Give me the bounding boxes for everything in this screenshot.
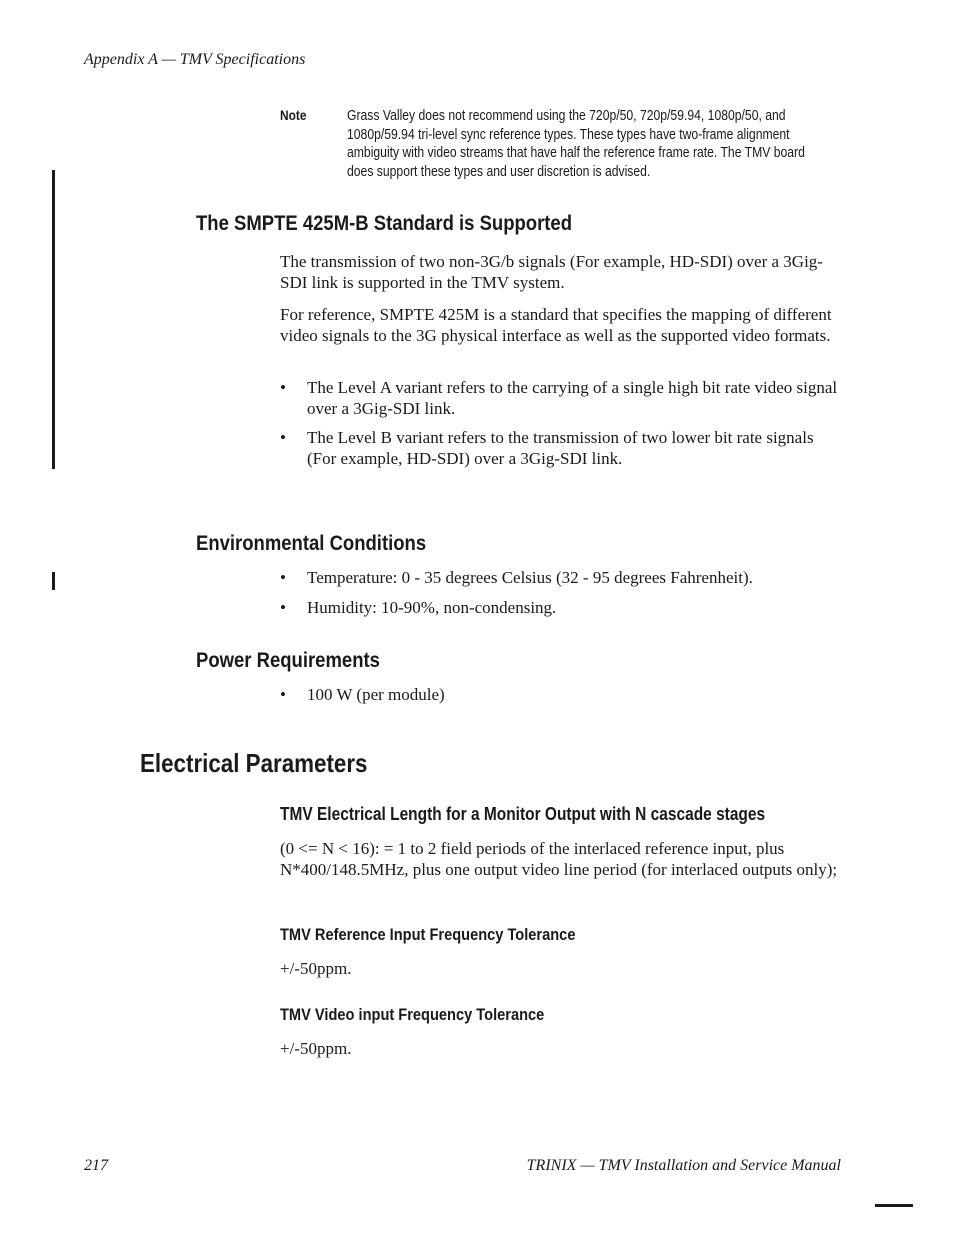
- bullet-glyph: •: [280, 378, 286, 397]
- bullet-glyph: •: [280, 428, 286, 447]
- section-heading-environment: Environmental Conditions: [196, 531, 427, 555]
- list-item-text: Humidity: 10-90%, non-condensing.: [307, 598, 557, 617]
- list-item: [280, 568, 845, 589]
- manual-title: TRINIX — TMV Installation and Service Manual: [526, 1157, 841, 1174]
- list-item-text: 100 W (per module): [307, 685, 445, 704]
- video-tolerance-text: +/-50ppm.: [280, 1039, 352, 1058]
- list-item-text: The Level B variant refers to the transmission of two lower bit rate signals (For example, HD-SDI) over a 3Gig-SDI link.: [307, 428, 814, 468]
- section-heading-smpte: The SMPTE 425M-B Standard is Supported: [196, 211, 573, 235]
- bullet-glyph: •: [280, 685, 286, 704]
- electrical-length-text: (0 <= N < 16): = 1 to 2 field periods of the interlaced reference input, plus N*400/148.5MHz, plus one output video line period (for interlaced outputs only);: [280, 839, 838, 879]
- subheading-electrical-length: TMV Electrical Length for a Monitor Output with N cascade stages: [280, 804, 766, 824]
- running-header: Appendix A — TMV Specifications: [84, 51, 306, 68]
- list-item: [280, 685, 845, 706]
- reference-tolerance-text: +/-50ppm.: [280, 959, 352, 978]
- note-text: Grass Valley does not recommend using the 720p/50, 720p/59.94, 1080p/50, and 1080p/59.94 tri-level sync reference types. These types have two-frame alignment ambiguity with video streams that have half the reference frame rate. The TMV board does support these types and user discretion is advised.: [347, 108, 805, 180]
- chapter-section-heading: Electrical Parameters: [140, 748, 368, 778]
- note-label: Note: [280, 107, 307, 123]
- change-bar: [52, 572, 55, 590]
- list-item-text: The Level A variant refers to the carrying of a single high bit rate video signal over a 3Gig-SDI link.: [307, 378, 838, 418]
- smpte-paragraph-1: The transmission of two non-3G/b signals (For example, HD-SDI) over a 3Gig-SDI link is supported in the TMV system.: [280, 252, 823, 292]
- edge-tab-marker: [875, 1204, 913, 1207]
- section-heading-power: Power Requirements: [196, 648, 380, 672]
- bullet-glyph: •: [280, 598, 286, 617]
- subheading-video-tolerance: TMV Video input Frequency Tolerance: [280, 1005, 545, 1024]
- list-item: [280, 598, 845, 619]
- change-bar: [52, 170, 55, 469]
- subheading-reference-tolerance: TMV Reference Input Frequency Tolerance: [280, 925, 576, 944]
- list-item: [280, 428, 845, 470]
- smpte-paragraph-2: For reference, SMPTE 425M is a standard that specifies the mapping of different video signals to the 3G physical interface as well as the supported video formats.: [280, 305, 832, 345]
- list-item: [280, 378, 845, 420]
- list-item-text: Temperature: 0 - 35 degrees Celsius (32 - 95 degrees Fahrenheit).: [307, 568, 753, 587]
- bullet-glyph: •: [280, 568, 286, 587]
- page-number: 217: [84, 1157, 108, 1174]
